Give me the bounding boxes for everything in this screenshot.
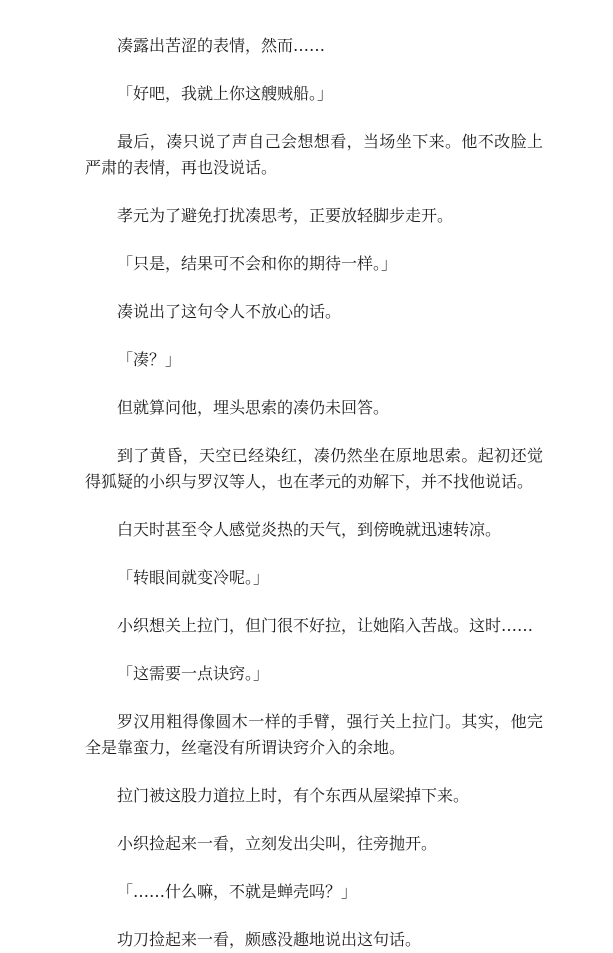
paragraph: 小织捡起来一看，立刻发出尖叫，往旁抛开。 [117, 834, 438, 853]
paragraph: 拉门被这股力道拉上时，有个东西从屋梁掉下来。 [117, 786, 470, 805]
paragraph: 孝元为了避免打扰凑思考，正要放轻脚步走开。 [117, 206, 454, 225]
paragraph: 但就算问他，埋头思索的凑仍未回答。 [117, 398, 390, 417]
paragraph: 到了黄昏，天空已经染红，凑仍然坐在原地思索。起初还觉得狐疑的小织与罗汉等人，也在孝元的劝解下，并不找他说话。 [85, 446, 543, 491]
paragraph: 凑露出苦涩的表情，然而…… [117, 36, 326, 55]
paragraph: 最后，凑只说了声自己会想想看，当场坐下来。他不改脸上严肃的表情，再也没说话。 [85, 132, 543, 177]
paragraph: 白天时甚至令人感觉炎热的天气，到傍晚就迅速转凉。 [117, 520, 502, 539]
paragraph: 功刀捡起来一看，颇感没趣地说出这句话。 [117, 930, 422, 949]
paragraph: 「凑？」 [117, 350, 182, 369]
paragraph: 「……什么嘛，不就是蝉壳吗？」 [117, 882, 358, 901]
paragraph: 「只是，结果可不会和你的期待一样。」 [117, 254, 398, 273]
paragraph: 「好吧，我就上你这艘贼船。」 [117, 84, 334, 103]
paragraph: 凑说出了这句令人不放心的话。 [117, 302, 342, 321]
paragraph: 小织想关上拉门，但门很不好拉，让她陷入苦战。这时…… [117, 616, 534, 635]
paragraph: 罗汉用粗得像圆木一样的手臂，强行关上拉门。其实，他完全是靠蛮力，丝毫没有所谓诀窍介入的余地。 [85, 712, 543, 757]
paragraph: 「转眼间就变冷呢。」 [117, 568, 270, 587]
paragraph: 「这需要一点诀窍。」 [117, 664, 270, 683]
